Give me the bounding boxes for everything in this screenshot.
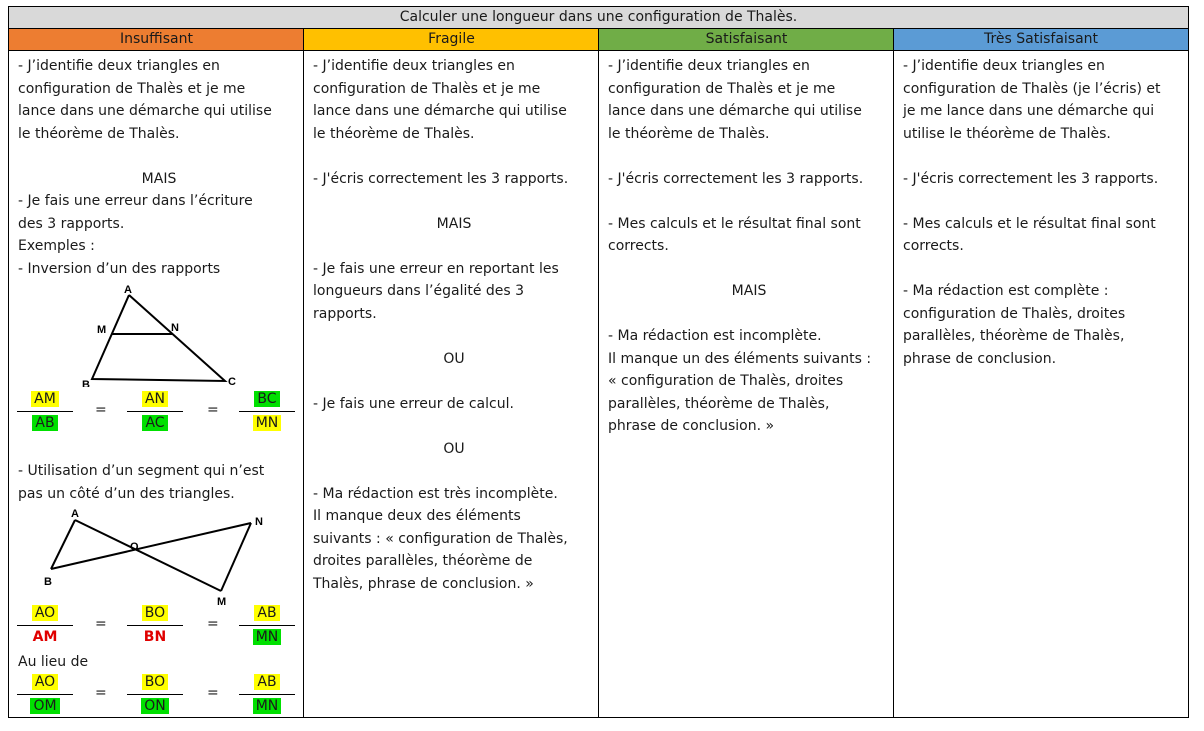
text-line: - J'écris correctement les 3 rapports. bbox=[608, 170, 864, 187]
text-line: - Ma rédaction est très incomplète. bbox=[313, 485, 558, 502]
text-line: - Je fais une erreur dans l’écriture bbox=[18, 193, 253, 209]
ou-label: OU bbox=[443, 350, 465, 367]
bowtie-figure bbox=[39, 506, 269, 606]
text-line: parallèles, théorème de Thalès, bbox=[903, 328, 1125, 344]
text-line: phrase de conclusion. » bbox=[608, 418, 775, 434]
text-line: Il manque un des éléments suivants : bbox=[608, 350, 872, 367]
text-line: Il manque deux des éléments bbox=[313, 508, 521, 524]
text-line: je me lance dans une démarche qui bbox=[903, 103, 1155, 119]
column-satisfaisant bbox=[599, 51, 894, 717]
text-line: - Je fais une erreur de calcul. bbox=[313, 395, 514, 412]
text-line: - J'écris correctement les 3 rapports. bbox=[313, 170, 569, 187]
header-insuffisant: Insuffisant bbox=[9, 29, 304, 51]
column-tres-satisfaisant bbox=[894, 51, 1188, 717]
rubric-table bbox=[8, 6, 1189, 718]
table-title: Calculer une longueur dans une configuration de Thalès. bbox=[9, 7, 1188, 29]
point-label-m: M bbox=[217, 596, 227, 606]
point-label-c: C bbox=[228, 376, 236, 387]
header-fragile: Fragile bbox=[304, 29, 599, 51]
text-line: rapports. bbox=[313, 305, 377, 322]
point-label-n: N bbox=[255, 516, 263, 528]
text-line: configuration de Thalès et je me bbox=[608, 80, 836, 97]
text-line: configuration de Thalès et je me bbox=[18, 80, 246, 97]
text-line: configuration de Thalès, droites bbox=[903, 305, 1126, 322]
equals-sign: = bbox=[95, 616, 107, 632]
point-label-a: A bbox=[124, 284, 132, 296]
text-line: lance dans une démarche qui utilise bbox=[608, 103, 862, 119]
text-line: Exemples : bbox=[18, 238, 95, 254]
text-line: - Utilisation d’un segment qui n’est bbox=[18, 463, 265, 479]
text-line: - Je fais une erreur en reportant les bbox=[313, 260, 559, 277]
text-line: - Ma rédaction est complète : bbox=[903, 283, 1109, 299]
text-line: pas un côté d’un des triangles. bbox=[18, 485, 235, 502]
equals-sign: = bbox=[207, 616, 219, 632]
text-line: - Ma rédaction est incomplète. bbox=[608, 328, 822, 344]
ratio-ab-mn: AB MN bbox=[239, 603, 295, 648]
point-label-b: B bbox=[82, 379, 90, 387]
ratio-ab-mn: AB MN bbox=[239, 672, 295, 717]
column-insuffisant bbox=[9, 51, 304, 717]
ratio-am-ab: AM AB bbox=[17, 389, 73, 434]
equals-sign: = bbox=[95, 402, 107, 418]
text-line: - J’identifie deux triangles en bbox=[18, 58, 220, 74]
text-line: le théorème de Thalès. bbox=[313, 125, 475, 142]
mais-label: MAIS bbox=[141, 170, 177, 187]
text-line: le théorème de Thalès. bbox=[608, 125, 770, 142]
text-line: - Mes calculs et le résultat final sont bbox=[903, 215, 1156, 232]
point-label-n: N bbox=[171, 322, 179, 334]
equals-sign: = bbox=[95, 685, 107, 701]
text-line: phrase de conclusion. bbox=[903, 350, 1057, 367]
mais-label: MAIS bbox=[731, 283, 767, 299]
text-line: - J’identifie deux triangles en bbox=[608, 58, 810, 74]
text-line: lance dans une démarche qui utilise bbox=[313, 103, 567, 119]
text-line: - Mes calculs et le résultat final sont bbox=[608, 215, 861, 232]
ratio-ao-om: AO OM bbox=[17, 672, 73, 717]
text-line: corrects. bbox=[608, 238, 669, 254]
triangle-figure bbox=[79, 283, 249, 387]
text-line: corrects. bbox=[903, 238, 964, 254]
ratio-bo-bn: BO BN bbox=[127, 603, 183, 648]
ratio-ao-am: AO AM bbox=[17, 603, 73, 648]
header-tres-satisfaisant: Très Satisfaisant bbox=[894, 29, 1188, 51]
text-line: Au lieu de bbox=[18, 654, 89, 670]
text-line: utilise le théorème de Thalès. bbox=[903, 125, 1111, 142]
text-line: Thalès, phrase de conclusion. » bbox=[313, 575, 534, 592]
point-label-a: A bbox=[71, 508, 79, 520]
text-line: des 3 rapports. bbox=[18, 215, 125, 232]
point-label-m: M bbox=[97, 324, 107, 336]
text-line: « configuration de Thalès, droites bbox=[608, 373, 844, 389]
text-line: configuration de Thalès et je me bbox=[313, 80, 541, 97]
point-label-b: B bbox=[44, 576, 52, 588]
text-line: parallèles, théorème de Thalès, bbox=[608, 395, 830, 412]
equals-sign: = bbox=[207, 685, 219, 701]
text-line: - J’identifie deux triangles en bbox=[903, 58, 1105, 74]
column-fragile bbox=[304, 51, 599, 717]
header-satisfaisant: Satisfaisant bbox=[599, 29, 894, 51]
ratio-an-ac: AN AC bbox=[127, 389, 183, 434]
ou-label: OU bbox=[443, 440, 465, 457]
equals-sign: = bbox=[207, 402, 219, 418]
text-line: suivants : « configuration de Thalès, bbox=[313, 530, 568, 547]
text-line: le théorème de Thalès. bbox=[18, 125, 180, 142]
mais-label: MAIS bbox=[436, 215, 472, 232]
text-line: - J'écris correctement les 3 rapports. bbox=[903, 170, 1159, 187]
text-line: - Inversion d’un des rapports bbox=[18, 260, 221, 277]
text-line: droites parallèles, théorème de bbox=[313, 553, 533, 569]
text-line: longueurs dans l’égalité des 3 bbox=[313, 283, 525, 299]
text-line: lance dans une démarche qui utilise bbox=[18, 103, 272, 119]
point-label-o: O bbox=[130, 541, 139, 553]
ratio-bo-on: BO ON bbox=[127, 672, 183, 717]
ratio-bc-mn: BC MN bbox=[239, 389, 295, 434]
text-line: - J’identifie deux triangles en bbox=[313, 58, 515, 74]
text-line: configuration de Thalès (je l’écris) et bbox=[903, 80, 1161, 97]
